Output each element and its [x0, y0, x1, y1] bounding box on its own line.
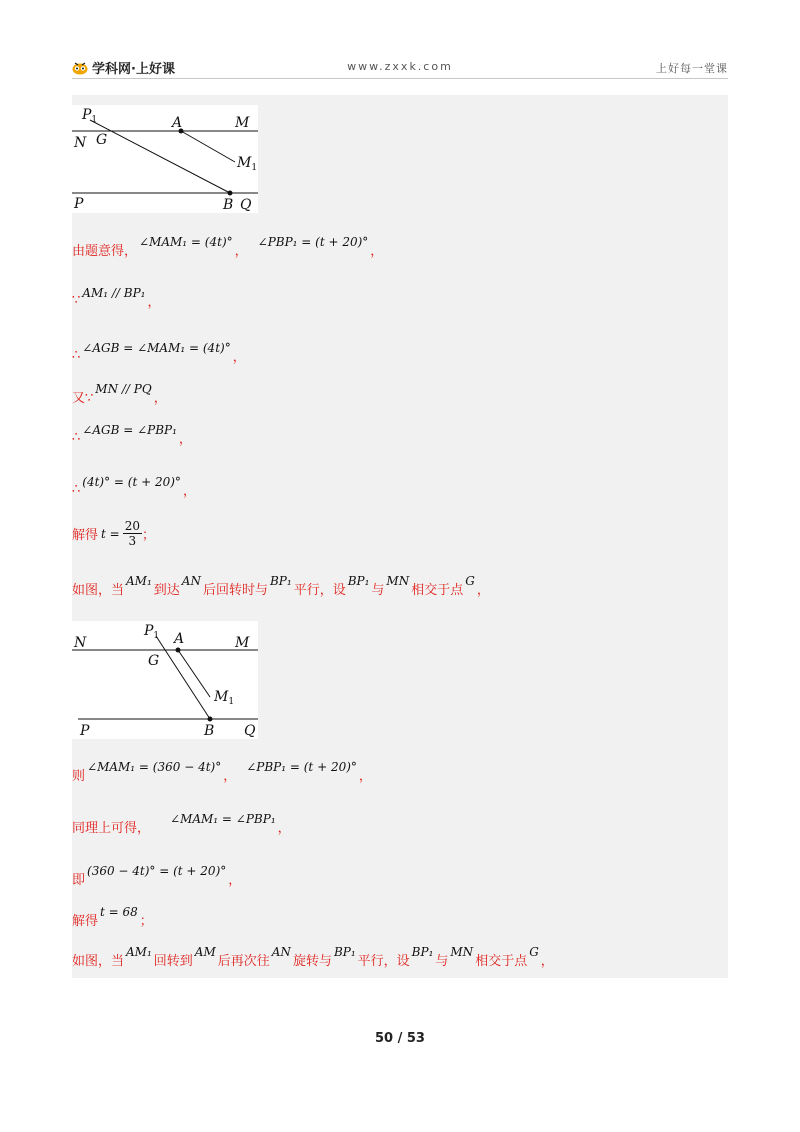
fraction-20-3: $\frac{20}{3}$ — [124, 519, 140, 548]
line-10: 同理上可得， ∠MAM₁ = ∠PBP₁ ， — [72, 811, 291, 836]
label-q: Q — [244, 723, 256, 739]
line-11: 即 (360 − 4t)° = (t + 20)° ， — [72, 863, 242, 888]
page-header — [72, 56, 728, 79]
page-number: 50 / 53 — [375, 1031, 425, 1046]
segment-am1 — [181, 131, 235, 162]
line-5: ∴ ∠AGB = ∠PBP₁ ， — [72, 422, 192, 447]
figure-2-diagram — [72, 621, 258, 739]
figure-1-diagram — [72, 105, 258, 213]
line-8: 如图，当 AM₁ 到达 AN 后回转时与 BP₁ 平行，设 BP₁ 与 MN 相交于点 G ， — [72, 573, 490, 598]
segment-am1 — [178, 650, 210, 697]
line-3: ∴ ∠AGB = ∠MAM₁ = (4t)° ， — [72, 340, 246, 365]
logo-text: 学科网·上好课 — [92, 62, 175, 77]
line-9: 则 ∠MAM₁ = (360 − 4t)° ， ∠PBP₁ = (t + 20)° ， — [72, 759, 372, 784]
label-p: P — [80, 723, 90, 739]
label-n: N — [74, 635, 87, 651]
label-b: B — [223, 197, 234, 213]
point-a — [176, 648, 181, 653]
label-n: N — [74, 135, 87, 151]
label-p: P — [74, 196, 84, 212]
point-b — [228, 191, 233, 196]
line-2: ∵ AM₁ // BP₁ ， — [72, 285, 161, 310]
segment-p1b — [156, 636, 210, 719]
point-b — [208, 717, 213, 722]
label-m: M — [235, 115, 250, 131]
label-q: Q — [240, 197, 252, 213]
label-b: B — [204, 723, 215, 739]
label-m: M — [235, 635, 250, 651]
label-g: G — [96, 132, 108, 148]
label-a: A — [172, 115, 183, 131]
label-m1: $M_1$ — [237, 155, 258, 173]
label-p1: $P_1$ — [82, 107, 98, 125]
line-7: 解得 t = $\frac{20}{3}$ ； — [72, 519, 156, 548]
line-13: 如图，当 AM₁ 回转到 AM 后再次往 AN 旋转与 BP₁ 平行，设 BP₁ 与 MN 相交于点 G ， — [72, 944, 554, 969]
label-p1: $P_1$ — [144, 623, 160, 641]
figure-1 — [72, 105, 258, 213]
line-12: 解得 t = 68 ； — [72, 904, 153, 929]
figure-2 — [72, 621, 258, 739]
line-1: 由题意得， ∠MAM₁ = (4t)° ， ∠PBP₁ = (t + 20)° ， — [72, 234, 384, 259]
label-m1: $M_1$ — [214, 689, 235, 707]
header-slogan: 上好每一堂课 — [656, 62, 728, 75]
site-url: www.zxxk.com — [347, 60, 453, 73]
label-a: A — [174, 631, 185, 647]
line-4: 又∵ MN // PQ ， — [72, 381, 167, 406]
line-6: ∴ (4t)° = (t + 20)° ， — [72, 474, 196, 499]
solution-content — [72, 95, 728, 978]
label-g: G — [148, 653, 160, 669]
